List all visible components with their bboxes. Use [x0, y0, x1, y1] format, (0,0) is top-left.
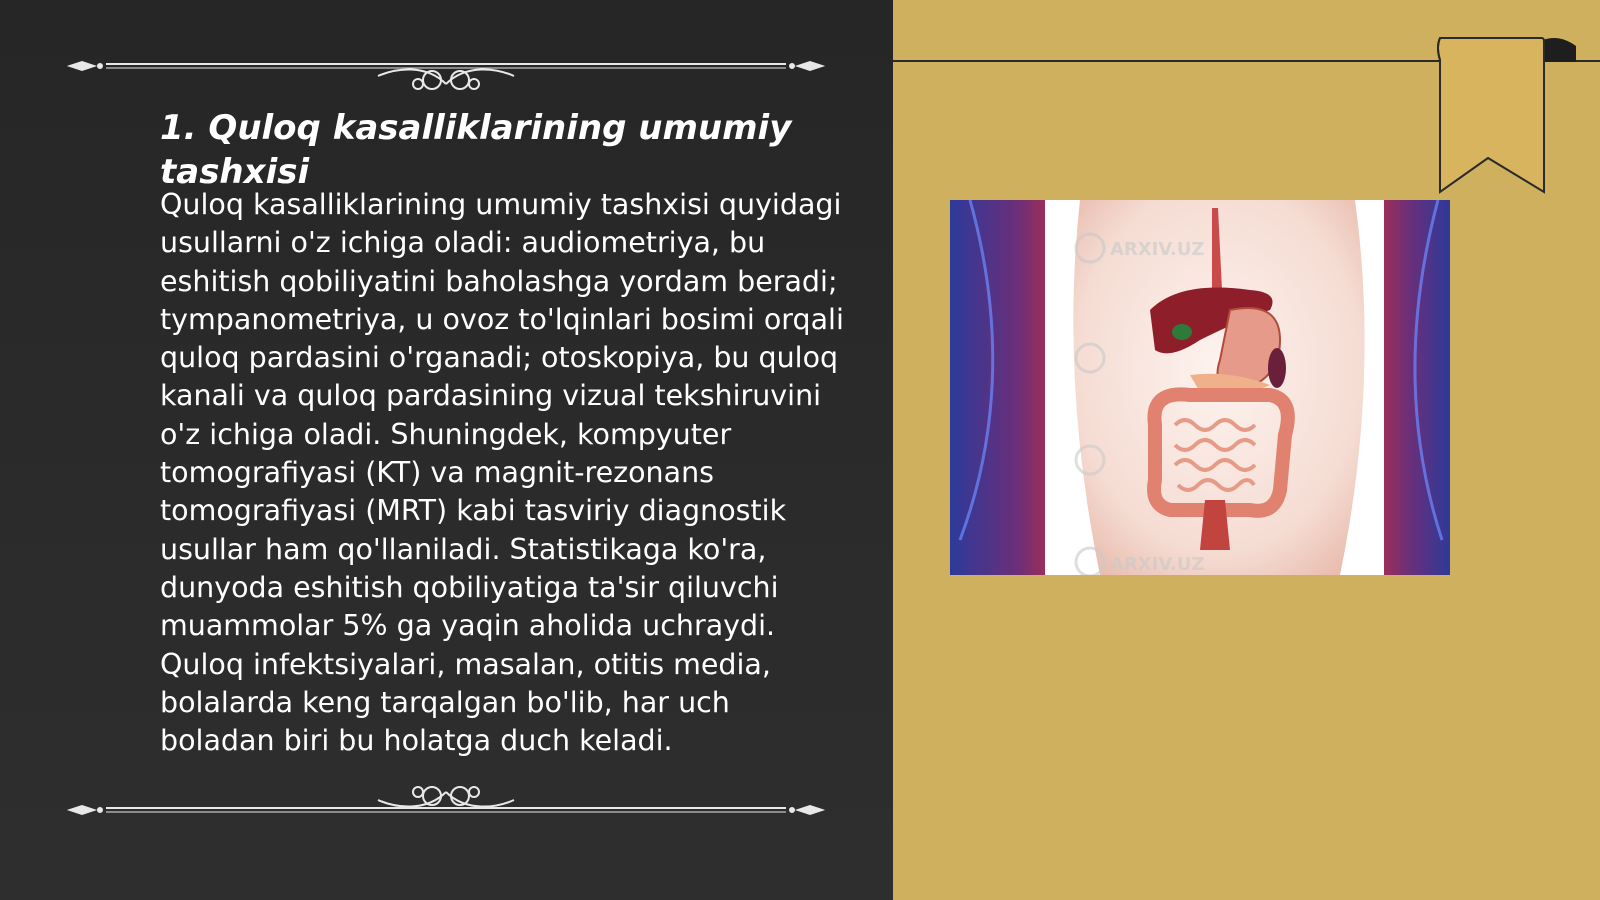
svg-text:ARXIV.UZ: ARXIV.UZ	[1110, 554, 1205, 575]
bottom-flourish-ornament	[66, 786, 826, 826]
bookmark-ribbon-icon	[1436, 36, 1586, 198]
slide-title: 1. Quloq kasalliklarining umumiy tashxisi	[160, 108, 792, 192]
slide-body-text: Quloq kasalliklarining umumiy tashxisi quyidagi usullarni o'z ichiga oladi: audiometriya, bu eshitish qobiliyatini baholashga yordam beradi; tympanometriya, u ovoz to'lqinlari bosimi orqali quloq pardasini o'rganadi; otoskopiya, bu quloq kanali va quloq pardasining vizual tekshiruvini o'z ichiga oladi. Shuningdek, kompyuter tomografiyasi (KT) va magnit-rezonans tomografiyasi (MRT) kabi tasviriy diagnostik usullar ham qo'llaniladi. Statistikaga ko'ra, dunyoda eshitish qobiliyatiga ta'sir qiluvchi muammolar 5% ga yaqin aholida uchraydi. Quloq infektsiyalari, masalan, otitis media, bolalarda keng tarqalgan bo'lib, har uch boladan biri bu holatga duch keladi.	[160, 188, 844, 758]
svg-text:ARXIV.UZ: ARXIV.UZ	[1110, 239, 1205, 260]
digestive-system-image	[950, 200, 1450, 575]
top-flourish-ornament	[66, 50, 826, 90]
